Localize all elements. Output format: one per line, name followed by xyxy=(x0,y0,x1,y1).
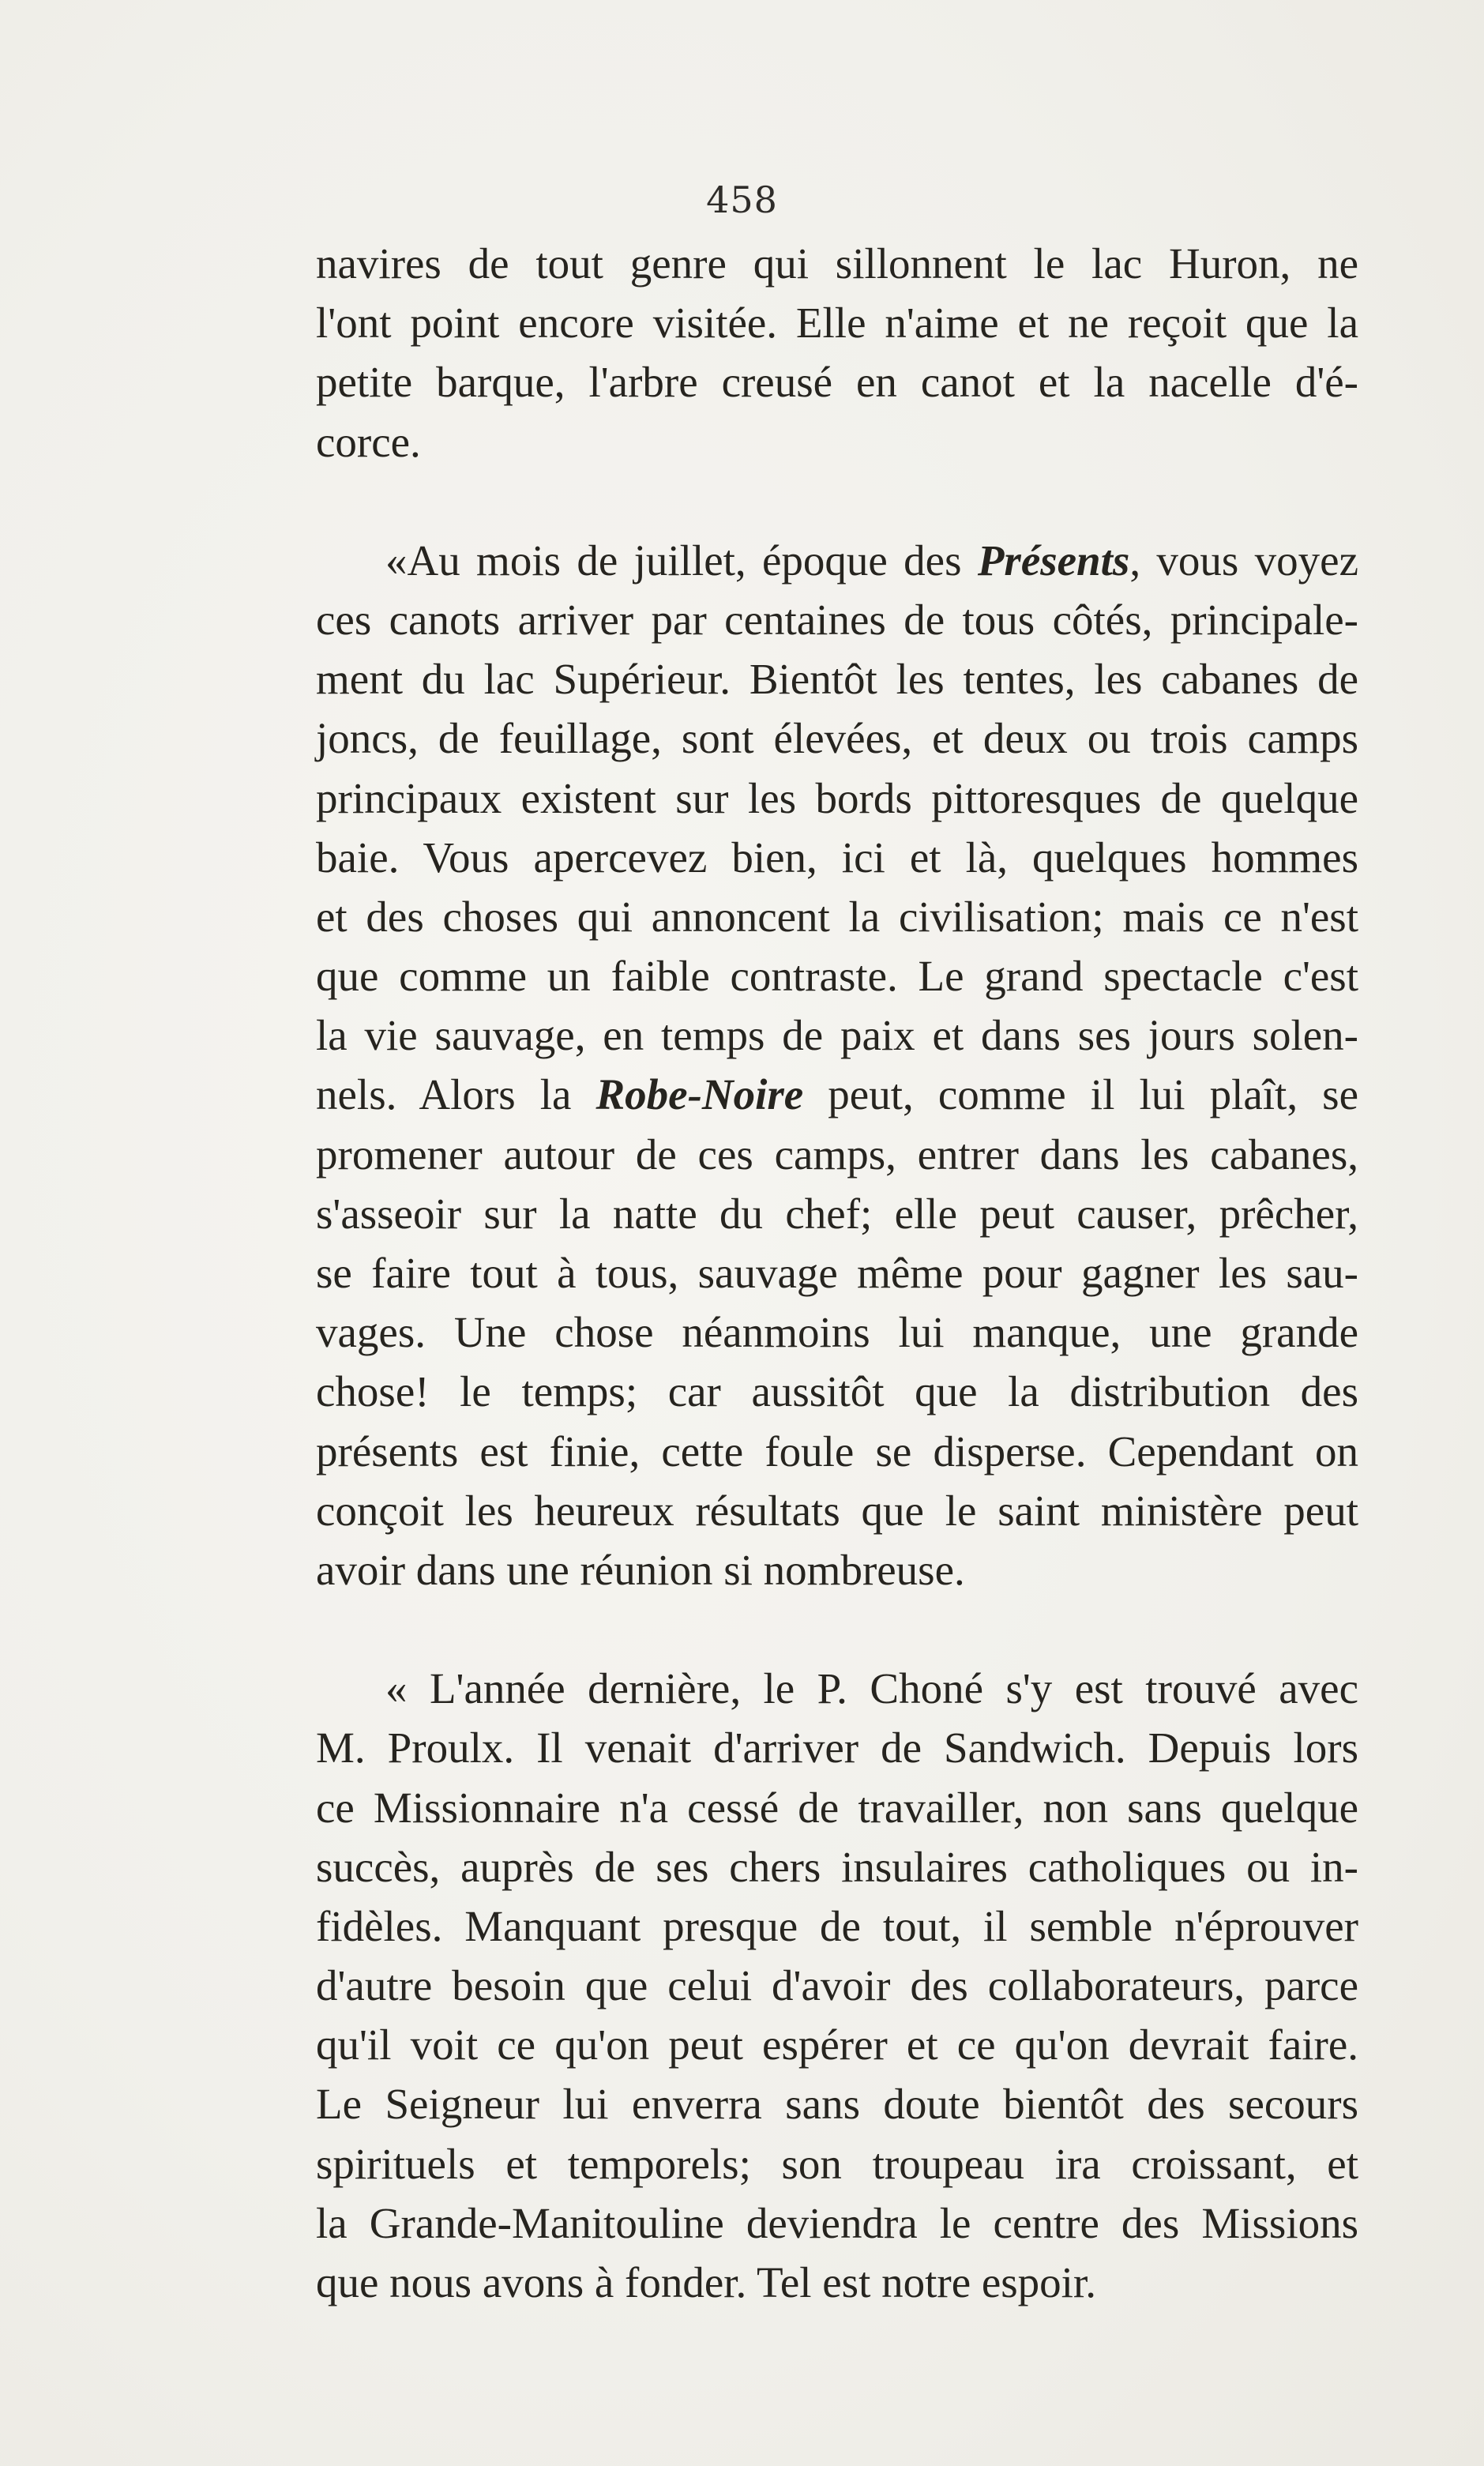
text-line: M. Proulx. Il venait d'arriver de Sandwich. Depuis lors xyxy=(316,1724,1358,1772)
text-line: « L'année dernière, le P. Choné s'y est trouvé avec xyxy=(385,1664,1358,1713)
text-line: corce. xyxy=(316,417,421,466)
text-line: baie. Vous apercevez bien, ici et là, quelques hommes xyxy=(316,833,1358,882)
italic-term-presents: Présents xyxy=(977,536,1130,585)
text-line xyxy=(316,531,1358,590)
text-line: se faire tout à tous, sauvage même pour gagner les sau- xyxy=(316,1249,1358,1297)
text-line: d'autre besoin que celui d'avoir des collaborateurs, parce xyxy=(316,1961,1358,2010)
text-line: l'ont point encore visitée. Elle n'aime et ne reçoit que la xyxy=(316,299,1358,348)
text-line: chose! le temps; car aussitôt que la distribution des xyxy=(316,1367,1358,1416)
text-line: qu'il voit ce qu'on peut espérer et ce qu'on devrait faire. xyxy=(316,2021,1358,2069)
text-line: présents est finie, cette foule se disperse. Cependant on xyxy=(316,1427,1358,1475)
text-line: ce Missionnaire n'a cessé de travailler, non sans quelque xyxy=(316,1783,1358,1832)
text-segment: nels. Alors la xyxy=(316,1070,596,1119)
text-segment: peut, comme il lui plaît, se xyxy=(803,1070,1358,1119)
text-line: succès, auprès de ses chers insulaires catholiques ou in- xyxy=(316,1842,1358,1891)
text-line: ces canots arriver par centaines de tous côtés, principale- xyxy=(316,595,1358,644)
text-line: Le Seigneur lui enverra sans doute bientôt des secours xyxy=(316,2080,1358,2129)
text-line: la vie sauvage, en temps de paix et dans ses jours solen- xyxy=(316,1011,1358,1060)
paragraph-2 xyxy=(316,531,1358,1600)
text-line: fidèles. Manquant presque de tout, il semble n'éprouver xyxy=(316,1901,1358,1950)
page-number: 458 xyxy=(706,179,778,221)
text-line: vages. Une chose néanmoins lui manque, une grande xyxy=(316,1308,1358,1357)
text-line: ment du lac Supérieur. Bientôt les tentes, les cabanes de xyxy=(316,655,1358,704)
text-segment: «Au mois de juillet, époque des xyxy=(385,536,978,585)
italic-term-robe-noire: Robe-Noire xyxy=(595,1070,804,1119)
body-text xyxy=(316,234,1358,2312)
text-line: principaux existent sur les bords pittoresques de quelque xyxy=(316,773,1358,822)
text-line: conçoit les heureux résultats que le saint ministère peut xyxy=(316,1486,1358,1535)
text-line: que nous avons à fonder. Tel est notre espoir. xyxy=(316,2258,1096,2306)
text-line: que comme un faible contraste. Le grand spectacle c'est xyxy=(316,952,1358,1001)
paragraph-1 xyxy=(316,234,1358,472)
text-line: promener autour de ces camps, entrer dans les cabanes, xyxy=(316,1130,1358,1178)
text-line: et des choses qui annoncent la civilisation; mais ce n'est xyxy=(316,892,1358,941)
text-line xyxy=(316,1065,1358,1124)
text-segment: , vous voyez xyxy=(1129,536,1358,585)
text-line: spirituels et temporels; son troupeau ira croissant, et xyxy=(316,2139,1358,2188)
text-line: avoir dans une réunion si nombreuse. xyxy=(316,1545,965,1594)
text-line: la Grande-Manitouline deviendra le centre des Missions xyxy=(316,2198,1358,2247)
text-line: s'asseoir sur la natte du chef; elle peut causer, prêcher, xyxy=(316,1189,1358,1238)
text-line: petite barque, l'arbre creusé en canot et la nacelle d'é- xyxy=(316,358,1358,407)
paragraph-3 xyxy=(316,1659,1358,2312)
text-line: navires de tout genre qui sillonnent le lac Huron, ne xyxy=(316,239,1358,288)
text-line: joncs, de feuillage, sont élevées, et deux ou trois camps xyxy=(316,714,1358,763)
